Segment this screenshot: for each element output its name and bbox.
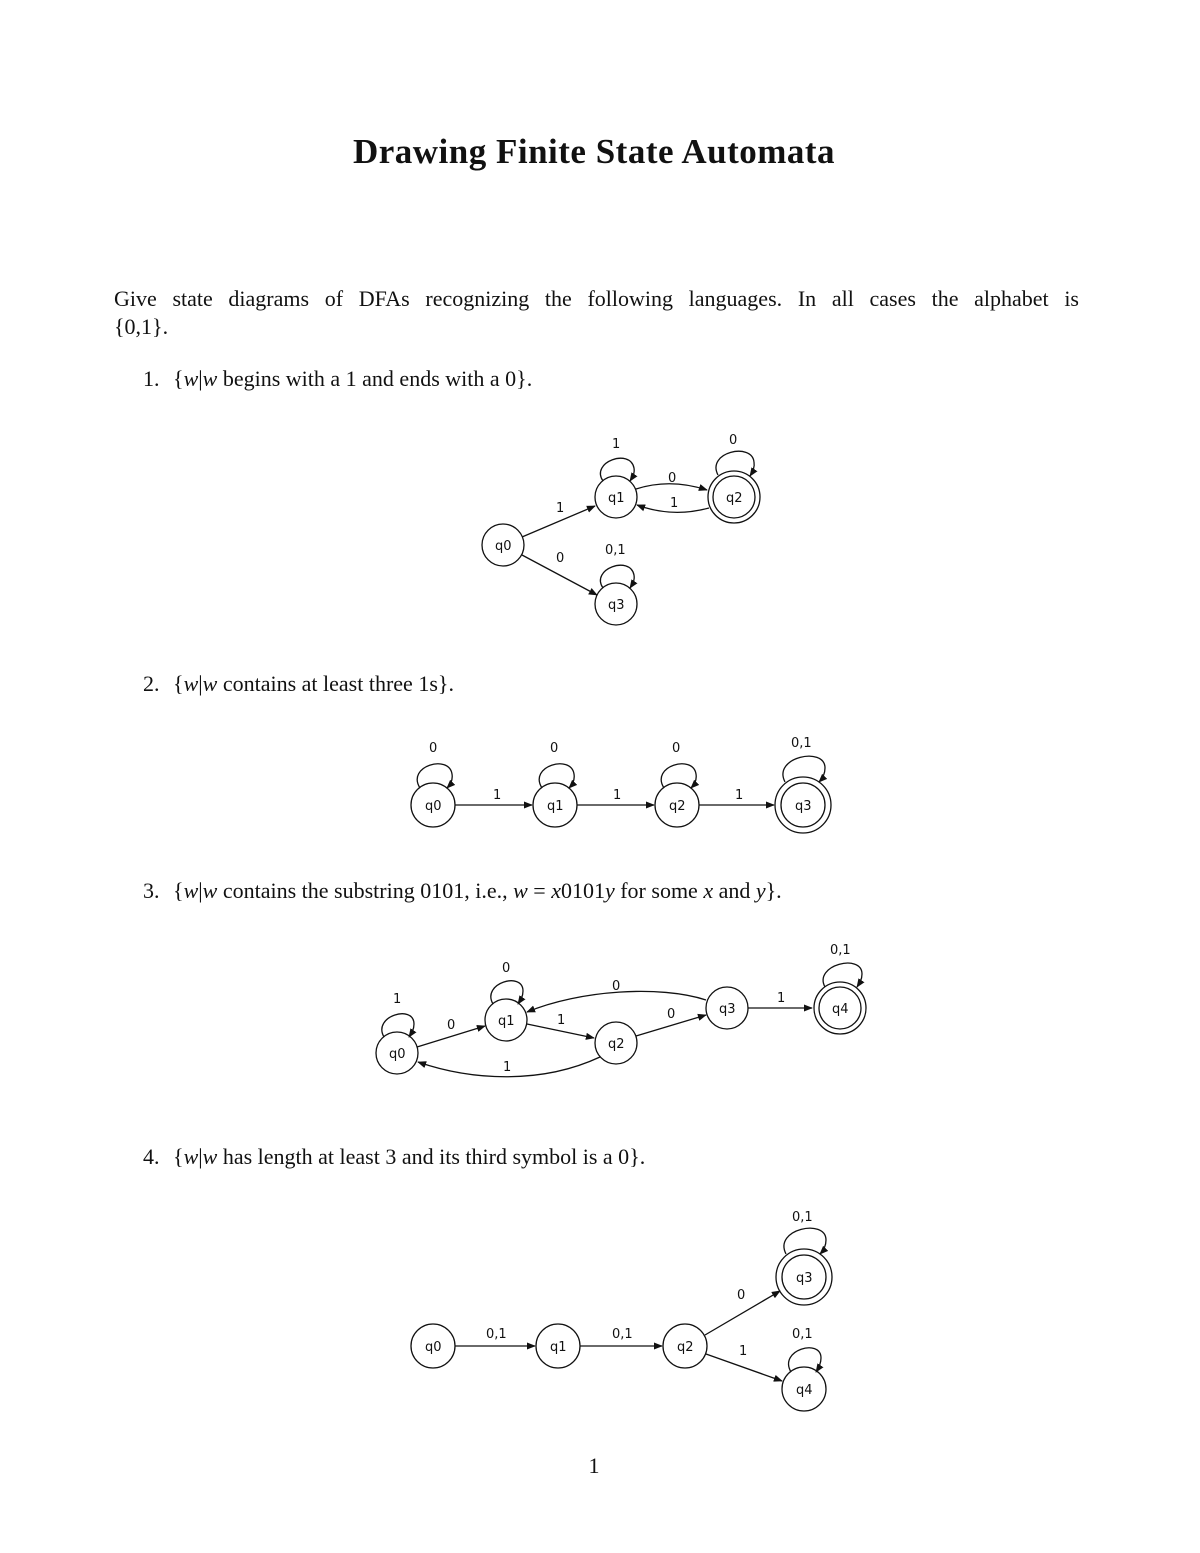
edge-label-loop-q0: 0 xyxy=(429,741,438,756)
dfa-diagram-1-labels xyxy=(495,433,743,613)
var-x: x xyxy=(703,878,714,903)
set-close: }. xyxy=(765,878,782,903)
state-label-q0: q0 xyxy=(425,1340,442,1355)
edge-label-q0-q3: 0 xyxy=(556,551,565,566)
var-w: w xyxy=(183,878,199,903)
edge-label-q2-q0: 1 xyxy=(503,1060,512,1075)
var-w: w xyxy=(183,366,199,391)
dfa-diagram-4 xyxy=(411,1228,832,1411)
equals: = xyxy=(527,878,552,903)
var-w: w xyxy=(513,878,528,903)
set-close: }. xyxy=(516,366,533,391)
dfa-diagram-3-labels xyxy=(389,943,851,1075)
state-label-q0: q0 xyxy=(495,539,512,554)
edge-label-q0-q1: 0,1 xyxy=(486,1327,507,1342)
loop-q2 xyxy=(661,764,696,788)
var-w: w xyxy=(202,671,218,696)
state-label-q0: q0 xyxy=(425,799,442,814)
var-y: y xyxy=(604,878,615,903)
set-bar: | xyxy=(198,878,203,903)
edge-label-loop-q4: 0,1 xyxy=(830,943,851,958)
var-w: w xyxy=(183,1144,199,1169)
page-number: 1 xyxy=(588,1453,600,1478)
loop-q3 xyxy=(784,1228,826,1254)
edge-q3-q1 xyxy=(527,991,706,1012)
substring: 0101 xyxy=(560,878,605,903)
problem-number: 3. xyxy=(143,878,160,903)
state-label-q3: q3 xyxy=(795,799,812,814)
edge-label-loop-q1: 0 xyxy=(502,961,511,976)
edge-label-q3-q4: 1 xyxy=(777,991,786,1006)
edge-label-q3-q1: 0 xyxy=(612,979,621,994)
dfa-diagram-4-labels xyxy=(425,1210,813,1398)
edge-label-loop-q3: 0,1 xyxy=(791,736,812,751)
set-bar: | xyxy=(198,366,203,391)
edge-label-q0-q1: 1 xyxy=(493,788,502,803)
loop-q0 xyxy=(417,764,452,788)
state-label-q1: q1 xyxy=(498,1014,515,1029)
loop-q3 xyxy=(783,756,825,782)
var-w: w xyxy=(183,671,199,696)
problem-number: 4. xyxy=(143,1144,160,1169)
var-w: w xyxy=(202,1144,218,1169)
set-close: }. xyxy=(629,1144,646,1169)
edge-label-loop-q2: 0 xyxy=(672,741,681,756)
loop-q1 xyxy=(491,981,523,1004)
page-title: Drawing Finite State Automata xyxy=(352,132,836,171)
conjunction: and xyxy=(713,878,756,903)
loop-q1 xyxy=(539,764,574,788)
loop-q4 xyxy=(789,1348,821,1372)
edge-label-loop-q3: 0,1 xyxy=(605,543,626,558)
set-close: }. xyxy=(437,671,454,696)
state-label-q3: q3 xyxy=(719,1002,736,1017)
problem-number: 1. xyxy=(143,366,160,391)
edge-label-q1-q2: 1 xyxy=(613,788,622,803)
state-label-q2: q2 xyxy=(669,799,686,814)
set-open: { xyxy=(173,366,184,391)
dfa-diagram-2-labels xyxy=(425,736,812,814)
edge-label-q0-q1: 1 xyxy=(556,501,565,516)
edge-label-q2-q1: 1 xyxy=(670,496,679,511)
edge-label-loop-q4: 0,1 xyxy=(792,1327,813,1342)
edge-label-q2-q3: 0 xyxy=(667,1007,676,1022)
state-label-q1: q1 xyxy=(550,1340,567,1355)
edge-label-loop-q3: 0,1 xyxy=(792,1210,813,1225)
edge-label-q2-q3: 1 xyxy=(735,788,744,803)
edge-label-loop-q1: 1 xyxy=(612,437,621,452)
edge-label-q0-q1: 0 xyxy=(447,1018,456,1033)
edge-label-q1-q2: 0 xyxy=(668,471,677,486)
state-label-q2: q2 xyxy=(677,1340,694,1355)
state-label-q1: q1 xyxy=(608,491,625,506)
var-w: w xyxy=(202,878,218,903)
loop-q0 xyxy=(382,1014,414,1037)
edge-label-loop-q0: 1 xyxy=(393,992,402,1007)
edge-label-loop-q1: 0 xyxy=(550,741,559,756)
intro-text-line2: {0,1}. xyxy=(114,314,169,339)
problem-text: contains at least three 1s xyxy=(217,671,438,696)
edge-label-q1-q2: 0,1 xyxy=(612,1327,633,1342)
problem-text-rest: for some xyxy=(614,878,704,903)
var-x: x xyxy=(551,878,561,903)
loop-q1 xyxy=(600,458,634,481)
set-bar: | xyxy=(198,671,203,696)
edge-label-loop-q2: 0 xyxy=(729,433,738,448)
edge-label-q1-q2: 1 xyxy=(557,1013,566,1028)
state-label-q3: q3 xyxy=(608,598,625,613)
loop-q3 xyxy=(600,565,634,588)
set-open: { xyxy=(173,878,184,903)
set-open: { xyxy=(173,1144,184,1169)
state-label-q0: q0 xyxy=(389,1047,406,1062)
problem-text: contains the substring 0101, i.e., xyxy=(217,878,514,903)
state-label-q4: q4 xyxy=(832,1002,849,1017)
var-w: w xyxy=(202,366,218,391)
state-label-q4: q4 xyxy=(796,1383,813,1398)
problem-number: 2. xyxy=(143,671,160,696)
state-label-q3: q3 xyxy=(796,1271,813,1286)
set-bar: | xyxy=(198,1144,203,1169)
problem-text: has length at least 3 and its third symbol is a 0 xyxy=(217,1144,630,1169)
state-label-q2: q2 xyxy=(608,1037,625,1052)
loop-q4 xyxy=(823,963,862,987)
state-label-q1: q1 xyxy=(547,799,564,814)
set-open: { xyxy=(173,671,184,696)
edge-label-q2-q4: 1 xyxy=(739,1344,748,1359)
intro-text-line1: Give state diagrams of DFAs recognizing the following languages. In all cases the alphabet is xyxy=(114,286,1079,311)
var-y: y xyxy=(755,878,766,903)
problem-text: begins with a 1 and ends with a 0 xyxy=(217,366,517,391)
loop-q2 xyxy=(716,451,754,476)
state-label-q2: q2 xyxy=(726,491,743,506)
edge-label-q2-q3: 0 xyxy=(737,1288,746,1303)
